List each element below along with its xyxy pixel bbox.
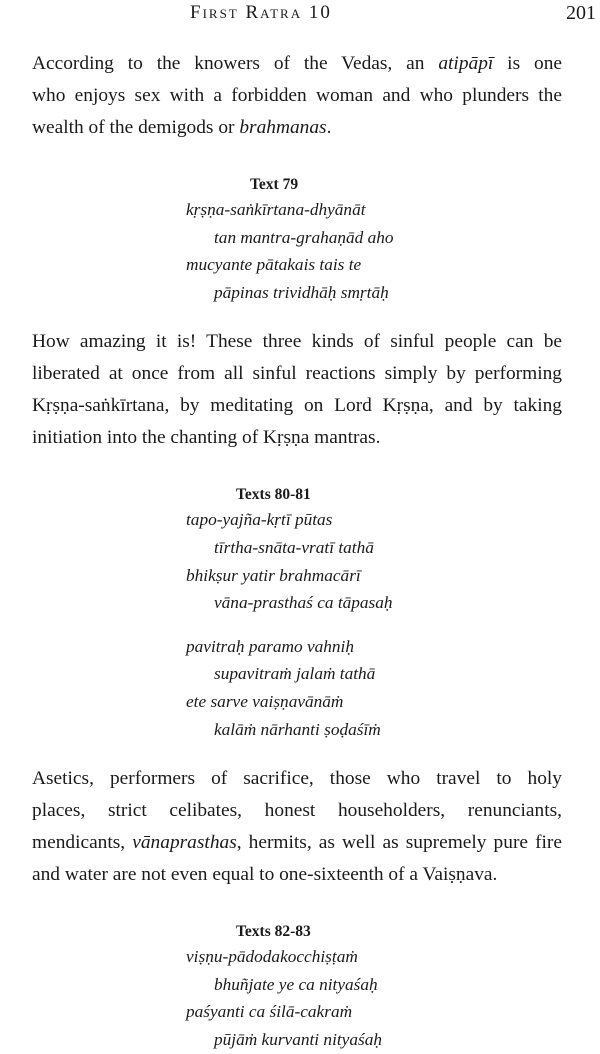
page-body [32, 48, 562, 1054]
paragraph-2 [32, 326, 562, 454]
verse-line: viṣṇu-pādodakocchiṣṭaṁ [186, 947, 358, 967]
verse-heading-82-83: Texts 82-83 [236, 923, 311, 941]
verse-line: kṛṣṇa-saṅkīrtana-dhyānāt [186, 200, 366, 219]
italic-term: brahmanas [239, 117, 327, 138]
paragraph-line: Asetics, performers of sacrifice, those who travel to holy [32, 768, 562, 790]
text-run: wealth of the demigods or [32, 117, 240, 138]
verse-line: vāna-prasthaś ca tāpasaḥ [214, 593, 393, 613]
verse-line: bhuñjate ye ca nityaśaḥ [214, 974, 378, 994]
italic-term: atipāpī [438, 53, 494, 74]
paragraph-line: liberated at once from all sinful reactions simply by performing [32, 363, 562, 385]
paragraph-line [32, 48, 562, 80]
paragraph-line: Kṛṣṇa-saṅkīrtana, by meditating on Lord Kṛṣṇa, and by taking [32, 395, 562, 417]
verse-line: tan mantra-grahaṇād aho [214, 227, 394, 247]
paragraph-line: How amazing it is! These three kinds of sinful people can be [32, 331, 562, 353]
verse-line: ete sarve vaiṣṇavānāṁ [186, 691, 344, 711]
text-run: mendicants, [32, 832, 133, 854]
verse-line: tapo-yajña-kṛtī pūtas [186, 510, 333, 530]
verse-line: bhikṣur yatir brahmacārī [186, 565, 361, 585]
text-run: According to the knowers of the Vedas, an [32, 53, 439, 74]
paragraph-line: and water are not even equal to one-sixteenth of a Vaiṣṇava. [32, 864, 498, 886]
verse-line: mucyante pātakais tais te [186, 255, 362, 275]
italic-term: vānaprasthas [132, 832, 237, 854]
verse-line: kalāṁ nārhanti ṣoḍaśīṁ [214, 719, 381, 739]
running-head [0, 2, 600, 28]
paragraph-line [32, 827, 562, 859]
verse-80 [32, 506, 562, 616]
chapter-title: First Ratra 10 [190, 2, 332, 23]
verse-line: pūjāṁ kurvanti nityaśaḥ [214, 1029, 382, 1049]
verse-82 [32, 943, 562, 1053]
paragraph-3 [32, 763, 562, 891]
verse-heading-80-81: Texts 80-81 [236, 486, 311, 504]
verse-heading-79: Text 79 [250, 176, 299, 193]
text-run: , hermits, as well as supremely pure fire [236, 832, 562, 854]
verse-line: tīrtha-snāta-vratī tathā [214, 537, 374, 557]
verse-line: pavitraḥ paramo vahniḥ [186, 636, 355, 656]
paragraph-line: initiation into the chanting of Kṛṣṇa mantras. [32, 427, 381, 449]
paragraph-1 [32, 48, 562, 144]
page-number: 201 [566, 2, 596, 24]
verse-line: pāpinas trividhāḥ smṛtāḥ [214, 282, 389, 302]
paragraph-line: who enjoys sex with a forbidden woman and who plunders the [32, 85, 562, 106]
verse-79 [32, 196, 562, 306]
paragraph-line: places, strict celibates, honest householders, renunciants, [32, 800, 562, 822]
text-run: . [326, 117, 332, 138]
paragraph-line [32, 112, 562, 144]
verse-81 [32, 633, 562, 743]
verse-line: supavitraṁ jalaṁ tathā [214, 664, 376, 684]
verse-line: paśyanti ca śilā-cakraṁ [186, 1002, 353, 1022]
text-run: is one [493, 53, 562, 74]
